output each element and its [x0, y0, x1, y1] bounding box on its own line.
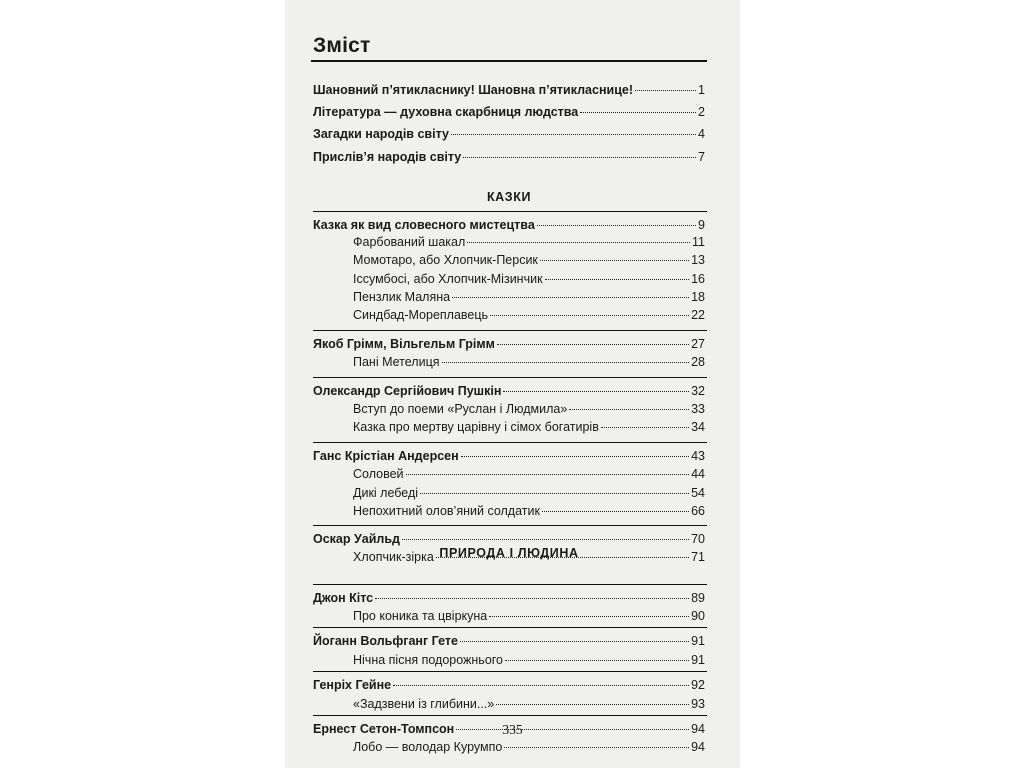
dot-leader: [461, 456, 689, 457]
heading-rule: [311, 60, 707, 62]
toc-author-entry-page: 89: [691, 591, 705, 605]
page-heading: Зміст: [313, 34, 371, 57]
toc-work-entry: [353, 352, 705, 372]
toc-author-entry-page: 70: [691, 532, 705, 546]
toc-work-entry-page: 11: [692, 235, 705, 249]
toc-work-entry-title: Синдбад-Мореплавець: [353, 308, 489, 322]
dot-leader: [490, 315, 689, 316]
toc-author-entry-page: 91: [691, 634, 705, 648]
dot-leader: [420, 493, 689, 494]
toc-work-entry: [353, 650, 705, 670]
toc-author-entry-title: Ернест Сетон-Томпсон: [313, 722, 455, 736]
dot-leader: [452, 297, 689, 298]
toc-author-entry-title: Йоганн Вольфганг Гете: [313, 634, 458, 648]
toc-work-entry-title: Непохитний олов’яний солдатик: [353, 504, 540, 518]
toc-work-entry: [353, 232, 705, 252]
toc-entry-title: Література — духовна скарбниця людства: [313, 105, 579, 119]
toc-work-entry-title: Пензлик Маляна: [353, 290, 451, 304]
toc-entry-title: Загадки народів світу: [313, 127, 449, 141]
toc-author-entry-page: 94: [691, 722, 705, 736]
dot-leader: [463, 157, 696, 158]
book-page: [285, 0, 740, 768]
toc-work-entry-title: Вступ до поеми «Руслан і Людмила»: [353, 402, 568, 416]
group-divider: [313, 627, 707, 628]
toc-work-entry: [353, 464, 705, 484]
toc-work-entry: [353, 250, 705, 270]
toc-work-entry-title: Момотаро, або Хлопчик-Персик: [353, 253, 538, 267]
toc-work-entry-title: Дикі лебеді: [353, 486, 419, 500]
group-divider: [313, 584, 707, 585]
toc-entry-page: 1: [698, 83, 705, 97]
toc-work-entry-page: 91: [691, 653, 705, 667]
dot-leader: [580, 112, 696, 113]
dot-leader: [451, 134, 696, 135]
toc-work-entry: [353, 287, 705, 307]
toc-work-entry-page: 13: [691, 253, 705, 267]
group-divider: [313, 715, 707, 716]
toc-work-entry-title: Про коника та цвіркуна: [353, 609, 488, 623]
toc-work-entry: [353, 694, 705, 714]
toc-work-entry: [353, 606, 705, 626]
toc-author-entry-title: Джон Кітс: [313, 591, 374, 605]
toc-work-entry-page: 90: [691, 609, 705, 623]
toc-author-entry: [313, 588, 705, 608]
toc-author-entry: [313, 381, 705, 401]
toc-author-entry-title: Ганс Крістіан Андерсен: [313, 449, 459, 463]
toc-author-entry: [313, 675, 705, 695]
toc-entry-page: 2: [698, 105, 705, 119]
toc-work-entry-page: 28: [691, 355, 705, 369]
toc-work-entry-page: 16: [691, 272, 705, 286]
toc-work-entry: [353, 483, 705, 503]
group-divider: [313, 211, 707, 212]
toc-author-entry-page: 27: [691, 337, 705, 351]
toc-work-entry-page: 18: [691, 290, 705, 304]
toc-author-entry-page: 9: [698, 218, 705, 232]
dot-leader: [505, 660, 689, 661]
toc-author-entry-page: 32: [691, 384, 705, 398]
dot-leader: [540, 260, 689, 261]
toc-work-entry-title: Соловей: [353, 467, 404, 481]
toc-work-entry-title: «Задзвени із глибини...»: [353, 697, 495, 711]
dot-leader: [489, 616, 689, 617]
toc-author-entry: [313, 334, 705, 354]
dot-leader: [496, 704, 689, 705]
toc-entry-page: 7: [698, 150, 705, 164]
toc-author-entry-title: Генріх Гейне: [313, 678, 392, 692]
toc-entry-title: Прислів’я народів світу: [313, 150, 462, 164]
toc-author-entry-title: Олександр Сергійович Пушкін: [313, 384, 502, 398]
dot-leader: [503, 391, 689, 392]
group-divider: [313, 442, 707, 443]
toc-work-entry-title: Пані Метелиця: [353, 355, 440, 369]
toc-work-entry: [353, 737, 705, 757]
group-divider: [313, 525, 707, 526]
dot-leader: [467, 242, 690, 243]
toc-entry: [313, 124, 705, 144]
toc-work-entry: [353, 305, 705, 325]
dot-leader: [375, 598, 689, 599]
toc-entry: [313, 147, 705, 167]
toc-work-entry-page: 34: [691, 420, 705, 434]
dot-leader: [406, 474, 690, 475]
toc-author-entry-page: 43: [691, 449, 705, 463]
dot-leader: [393, 685, 689, 686]
group-divider: [313, 671, 707, 672]
toc-work-entry-page: 54: [691, 486, 705, 500]
dot-leader: [497, 344, 689, 345]
toc-work-entry-title: Казка про мертву царівну і сімох богатирів: [353, 420, 599, 434]
dot-leader: [601, 427, 689, 428]
toc-work-entry-page: 93: [691, 697, 705, 711]
toc-work-entry-page: 94: [691, 740, 705, 754]
toc-author-entry: [313, 446, 705, 466]
toc-work-entry-title: Нічна пісня подорожнього: [353, 653, 504, 667]
toc-work-entry-page: 44: [691, 467, 705, 481]
dot-leader: [545, 279, 690, 280]
page-number: 335: [502, 722, 523, 737]
toc-author-entry-title: Оскар Уайльд: [313, 532, 400, 546]
toc-work-entry-title: Хлопчик-зірка: [353, 550, 434, 564]
dot-leader: [442, 362, 690, 363]
toc-author-entry-title: Казка як вид словесного мистецтва: [313, 218, 535, 232]
toc-work-entry: [353, 501, 705, 521]
toc-work-entry-page: 66: [691, 504, 705, 518]
toc-work-entry-title: Іссумбосі, або Хлопчик-Мізинчик: [353, 272, 543, 286]
toc-work-entry: [353, 269, 705, 289]
toc-work-entry-page: 33: [691, 402, 705, 416]
toc-author-entry-title: Якоб Грімм, Вільгельм Грімм: [313, 337, 495, 351]
section-title: КАЗКИ: [486, 190, 532, 204]
group-divider: [313, 330, 707, 331]
group-divider: [313, 377, 707, 378]
toc-author-entry: [313, 631, 705, 651]
toc-entry-page: 4: [698, 127, 705, 141]
dot-leader: [504, 747, 689, 748]
toc-work-entry-title: Фарбований шакал: [353, 235, 466, 249]
dot-leader: [460, 641, 689, 642]
toc-entry: [313, 80, 705, 100]
toc-work-entry-page: 22: [691, 308, 705, 322]
dot-leader: [537, 225, 696, 226]
dot-leader: [635, 90, 696, 91]
dot-leader: [542, 511, 689, 512]
toc-work-entry-page: 71: [691, 550, 705, 564]
toc-work-entry: [353, 417, 705, 437]
toc-entry-title: Шановний п’ятикласнику! Шановна п’ятикласнице!: [313, 83, 633, 97]
dot-leader: [402, 539, 689, 540]
section-title: ПРИРОДА І ЛЮДИНА: [439, 546, 579, 560]
dot-leader: [569, 409, 689, 410]
toc-work-entry: [353, 399, 705, 419]
toc-entry: [313, 102, 705, 122]
toc-work-entry-title: Лобо — володар Курумпо: [353, 740, 503, 754]
toc-author-entry-page: 92: [691, 678, 705, 692]
